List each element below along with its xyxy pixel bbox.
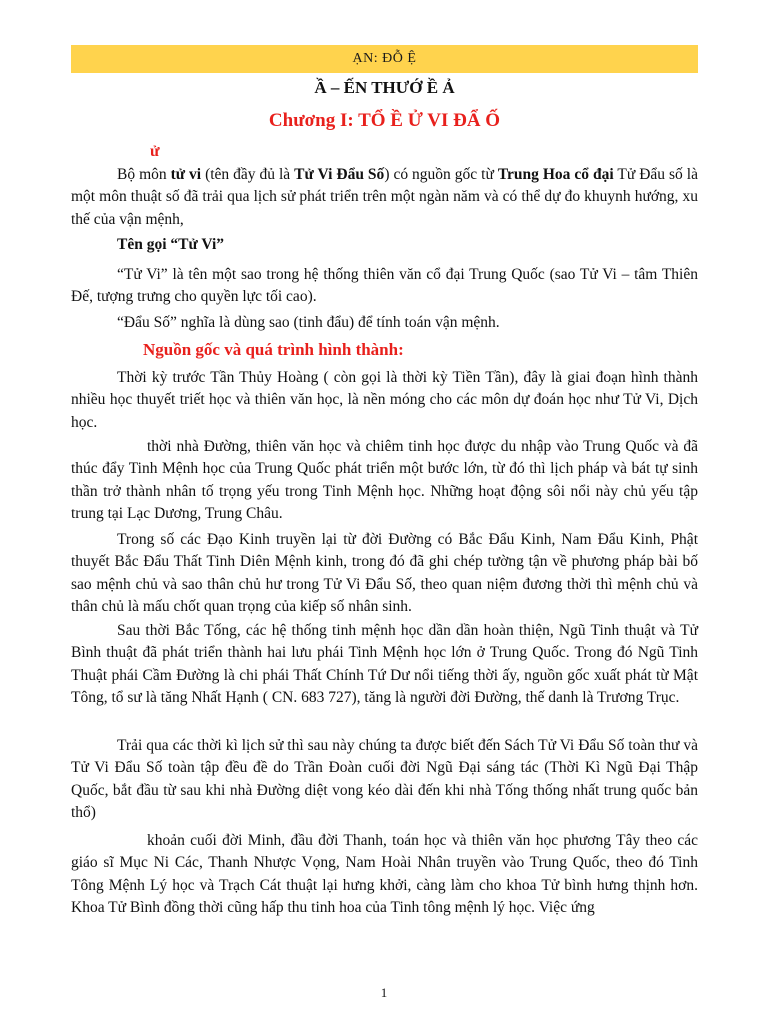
- intro-text-2: (tên đầy đủ là: [201, 166, 295, 183]
- origin-paragraph-6: khoản cuối đời Minh, đầu đời Thanh, toán học và thiên văn học phương Tây theo các giáo sĩ Mục Ni Các, Thanh Nhược Vọng, Nam Hoài Nhân truyền vào Trung Quốc, theo đó Tinh Tông Mệnh Lý học và Trạch Cát thuật lại hưng khởi, càng làm cho khoa Tử bình hưng thịnh hơn. Khoa Tử Bình đồng thời cũng hấp thu tinh hoa của Tinh tông mệnh lý học. Việc ứng: [71, 832, 698, 916]
- origin-paragraph-4: Sau thời Bắc Tống, các hệ thống tinh mệnh học dần dần hoàn thiện, Ngũ Tinh thuật và Tử Bình thuật đã phát triển thành hai lưu phái Tinh Mệnh học lớn ở Trung Quốc. Trong đó Ngũ Tinh Thuật phái Cầm Đường là chi phái Thất Chính Tứ Dư nổi tiếng thời ấy, nguồn gốc xuất phát từ Mật Tông, tổ sư là tăng Nhất Hạnh ( CN. 683 727), tăng là người đời Đường, thế danh là Trương Trục.: [71, 622, 698, 706]
- header-banner: [71, 45, 698, 73]
- header-banner-text: ẠN: ĐỖ Ệ: [352, 51, 417, 66]
- origin-section-heading: Nguồn gốc và quá trình hình thành:: [143, 340, 404, 359]
- page-number: 1: [380, 985, 388, 1000]
- intro-bold-tuvi: tử vi: [170, 166, 202, 183]
- intro-bold-tuvi-dauso: Tử Vi Đẩu Số: [294, 166, 385, 183]
- origin-paragraph-2: thời nhà Đường, thiên văn học và chiêm tinh học được du nhập vào Trung Quốc và đã thúc đẩy Tinh Mệnh học của Trung Quốc phát triển một bước lớn, từ đó thì lịch pháp và bát tự sinh thần trở thành nhân tố trọng yếu trong Tinh Mệnh học. Những hoạt động sôi nổi này chủ yếu tập trung tại Lạc Dương, Trung Châu.: [71, 438, 698, 522]
- origin-paragraph-5: Trải qua các thời kì lịch sử thì sau này chúng ta được biết đến Sách Tử Vi Đẩu Số toàn thư và Tử Vi Đẩu Số toàn tập đều đề do Trần Đoàn cuối đời Ngũ Đại sáng tác (Thời Kì Ngũ Đại Thập Quốc, bắt đầu từ sau khi nhà Đường diệt vong kéo dài đến khi nhà Tống thống nhất trung quốc bản thổ): [71, 737, 698, 821]
- document-title: Ầ – ẾN THƯỚ Ề Ả: [314, 78, 455, 97]
- name-section-heading: Tên gọi “Tử Vi”: [117, 236, 225, 253]
- origin-paragraph-3: Trong số các Đạo Kinh truyền lại từ đời Đường có Bắc Đẩu Kinh, Nam Đẩu Kinh, Phật thuyết Bắc Đẩu Thất Tinh Diên Mệnh kinh, trong đó đã ghi chép tường tận về phương pháp bài bố sao mệnh chủ và sao thân chủ hư trong Tử Vi Đẩu Số, theo quan niệm đương thời thì mệnh chủ và thân chủ là mấu chốt quan trọng của kiếp số nhân sinh.: [71, 531, 698, 615]
- intro-bold-trunghoa: Trung Hoa cổ đại: [497, 166, 614, 183]
- section-subheading: ử: [150, 143, 160, 160]
- origin-paragraph-1: Thời kỳ trước Tần Thủy Hoàng ( còn gọi là thời kỳ Tiền Tần), đây là giai đoạn hình thành nhiều học thuyết triết học và thiên văn học, là nền móng cho các môn dự đoán học như Tử Vi, Dịch học.: [71, 369, 698, 431]
- name-paragraph-1: “Tử Vi” là tên một sao trong hệ thống thiên văn cổ đại Trung Quốc (sao Tử Vi – tâm Thiên Đế, tượng trưng cho quyền lực tối cao).: [71, 266, 698, 306]
- intro-text-3: ) có nguồn gốc từ: [384, 166, 498, 183]
- name-paragraph-2: “Đẩu Số” nghĩa là dùng sao (tinh đẩu) để tính toán vận mệnh.: [117, 314, 500, 331]
- chapter-title: Chương I: TỔ Ề Ử VI ĐẨ Ố: [268, 110, 501, 131]
- intro-paragraph: [71, 164, 698, 231]
- intro-text-1: Bộ môn: [117, 166, 171, 183]
- intro-text-4: Tử Đẩu số là một môn thuật số đã trải qua lịch sử phát triển trên một ngàn năm và có thể dự đo khuynh hướng, xu thế của vận mệnh,: [71, 166, 698, 228]
